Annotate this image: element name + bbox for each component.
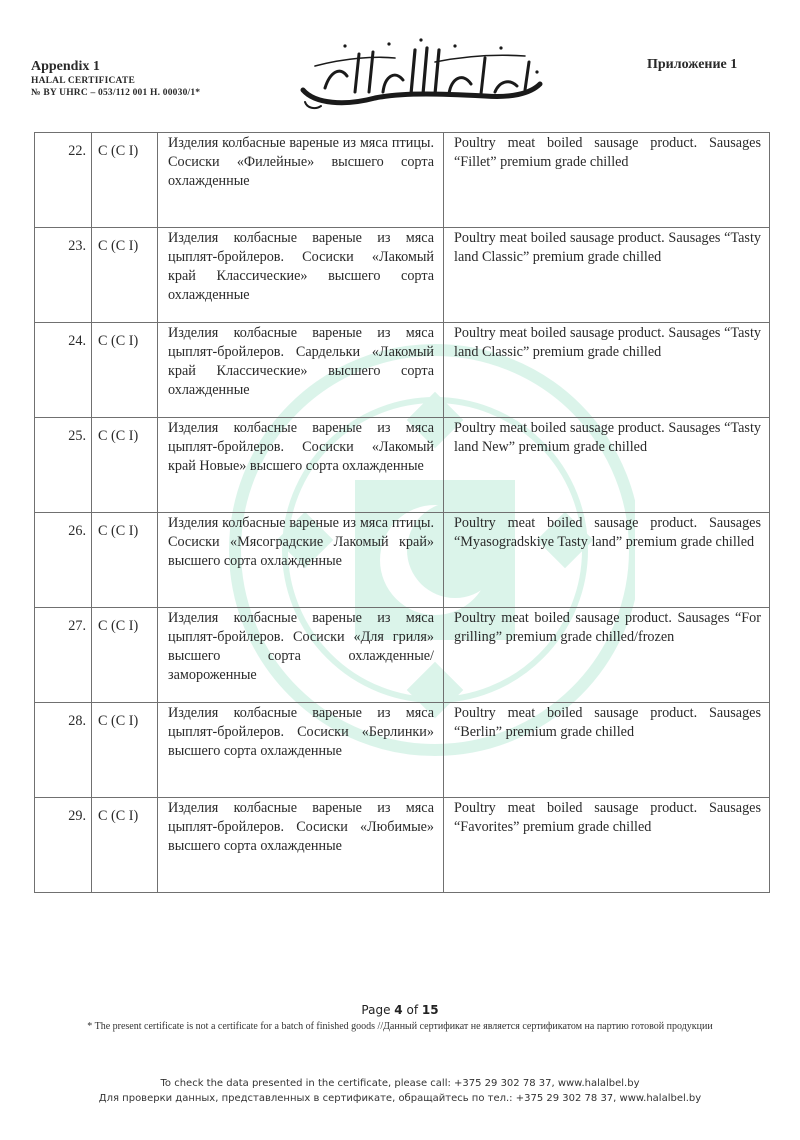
row-description-en: Poultry meat boiled sausage product. Sausages “Myasogradskiye Tasty land” premium grade chilled — [444, 513, 770, 608]
row-class: C (C I) — [92, 133, 158, 228]
row-number: 27. — [35, 608, 92, 703]
certificate-label: HALAL CERTIFICATE — [31, 76, 135, 86]
row-number: 29. — [35, 798, 92, 893]
row-number: 24. — [35, 323, 92, 418]
row-description-ru: Изделия колбасные вареные из мяса цыплят-бройлеров. Сосиски «Лакомый край Новые» высшего сорта охлажденные — [158, 418, 444, 513]
certificate-number: № BY UHRC – 053/112 001 H. 00030/1* — [31, 87, 201, 98]
appendix-title: Appendix 1 — [31, 59, 100, 74]
row-class: C (C I) — [92, 798, 158, 893]
page-of: of — [406, 1003, 419, 1017]
row-description-ru: Изделия колбасные вареные из мяса цыплят-бройлеров. Сардельки «Лакомый край Классические» высшего сорта охлажденные — [158, 323, 444, 418]
table-row — [35, 703, 770, 798]
table-row — [35, 228, 770, 323]
row-class: C (C I) — [92, 323, 158, 418]
row-description-ru: Изделия колбасные вареные из мяса цыплят-бройлеров. Сосиски «Для гриля» высшего сорта охлажденные/замороженные — [158, 608, 444, 703]
product-table — [34, 132, 770, 893]
certificate-disclaimer: * The present certificate is not a certificate for a batch of finished goods //Данный сертификат не является сертификатом на партию готовой продукции — [87, 1021, 713, 1032]
table-row — [35, 323, 770, 418]
page-current: 4 — [394, 1003, 403, 1017]
page-total: 15 — [421, 1003, 439, 1017]
appendix-title-ru: Приложение 1 — [647, 57, 738, 72]
header-left — [31, 60, 200, 100]
row-description-en: Poultry meat boiled sausage product. Sausages “Tasty land Classic” premium grade chilled — [444, 323, 770, 418]
row-number: 26. — [35, 513, 92, 608]
row-class: C (C I) — [92, 608, 158, 703]
basmala-calligraphy-icon — [285, 32, 555, 112]
table-row — [35, 798, 770, 893]
row-description-en: Poultry meat boiled sausage product. Sausages “Fillet” premium grade chilled — [444, 133, 770, 228]
verify-info-en: To check the data presented in the certificate, please call: +375 29 302 78 37, www.halalbel.by — [160, 1078, 640, 1089]
row-description-en: Poultry meat boiled sausage product. Sausages “Berlin” premium grade chilled — [444, 703, 770, 798]
row-description-ru: Изделия колбасные вареные из мяса цыплят-бройлеров. Сосиски «Лакомый край Классические» высшего сорта охлажденные — [158, 228, 444, 323]
row-class: C (C I) — [92, 228, 158, 323]
row-class: C (C I) — [92, 418, 158, 513]
row-description-en: Poultry meat boiled sausage product. Sausages “Tasty land Classic” premium grade chilled — [444, 228, 770, 323]
verify-info-ru: Для проверки данных, представленных в сертификате, обращайтесь по тел.: +375 29 302 78 37, www.halalbel.by — [98, 1093, 702, 1104]
row-number: 25. — [35, 418, 92, 513]
row-description-ru: Изделия колбасные вареные из мяса птицы. Сосиски «Мясоградские Лакомый край» высшего сорта охлажденные — [158, 513, 444, 608]
row-description-en: Poultry meat boiled sausage product. Sausages “For grilling” premium grade chilled/frozen — [444, 608, 770, 703]
page-word: Page — [361, 1003, 391, 1017]
table-row — [35, 608, 770, 703]
table-row — [35, 133, 770, 228]
row-class: C (C I) — [92, 513, 158, 608]
row-description-ru: Изделия колбасные вареные из мяса птицы. Сосиски «Филейные» высшего сорта охлажденные — [158, 133, 444, 228]
row-description-ru: Изделия колбасные вареные из мяса цыплят-бройлеров. Сосиски «Любимые» высшего сорта охлажденные — [158, 798, 444, 893]
row-description-ru: Изделия колбасные вареные из мяса цыплят-бройлеров. Сосиски «Берлинки» высшего сорта охлажденные — [158, 703, 444, 798]
row-number: 28. — [35, 703, 92, 798]
row-description-en: Poultry meat boiled sausage product. Sausages “Favorites” premium grade chilled — [444, 798, 770, 893]
row-description-en: Poultry meat boiled sausage product. Sausages “Tasty land New” premium grade chilled — [444, 418, 770, 513]
row-number: 23. — [35, 228, 92, 323]
table-row — [35, 418, 770, 513]
row-number: 22. — [35, 133, 92, 228]
table-row — [35, 513, 770, 608]
row-class: C (C I) — [92, 703, 158, 798]
page-indicator — [0, 1003, 800, 1017]
